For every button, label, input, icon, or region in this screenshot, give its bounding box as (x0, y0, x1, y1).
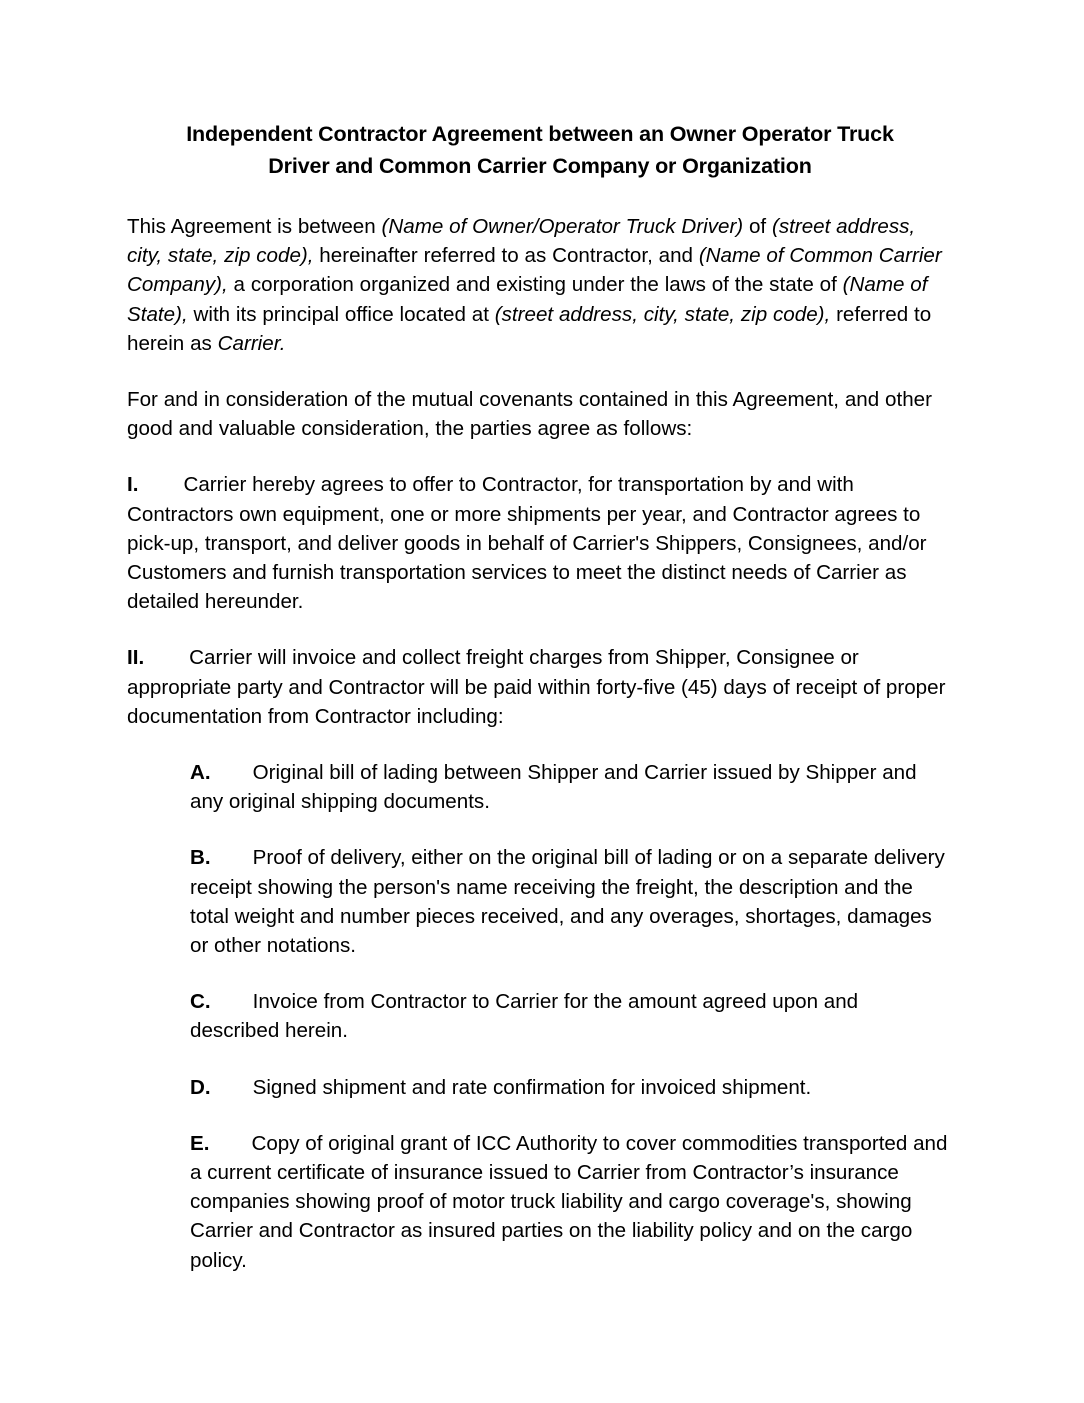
consideration-paragraph: For and in consideration of the mutual covenants contained in this Agreement, and other good and valuable consideration, the parties agree as follows: (127, 388, 932, 441)
subitem-a (127, 758, 953, 816)
page-title (127, 118, 953, 182)
subitem-e-text: Copy of original grant of ICC Authority to cover commodities transported and a current certificate of insurance issued to Carrier from Contractor’s insurance companies showing proof of motor truck liability and cargo coverage's, showing Carrier and Contractor as insured parties on the liability policy and on the cargo policy. (190, 1131, 948, 1272)
subitem-b-marker: B. (190, 846, 211, 870)
clause-ii (127, 643, 953, 731)
document-body (127, 118, 953, 1275)
placeholder-contractor-address: (street address, city, state, zip code), (127, 215, 916, 268)
subitem-c-text: Invoice from Contractor to Carrier for the amount agreed upon and described herein. (190, 990, 859, 1043)
intro-segment-6: referred to herein as (127, 302, 932, 355)
subitem-a-marker: A. (190, 761, 211, 785)
subitem-e (127, 1129, 953, 1275)
intro-segment-5: with its principal office located at (187, 302, 495, 326)
clause-ii-marker: II. (127, 646, 145, 670)
subitem-c (127, 987, 953, 1045)
clause-ii-text: Carrier will invoice and collect freight charges from Shipper, Consignee or appropriate party and Contractor will be paid within forty-five (45) days of receipt of proper documentation from Contractor including: (127, 646, 946, 728)
clause-i-marker: I. (127, 473, 139, 497)
intro-paragraph (127, 212, 953, 358)
intro-segment-2: of (743, 215, 772, 238)
intro-segment-4: a corporation organized and existing under the laws of the state of (227, 273, 843, 297)
clause-i (127, 470, 953, 616)
intro-segment-3: hereinafter referred to as Contractor, and (313, 244, 699, 268)
subitem-d-marker: D. (190, 1075, 211, 1099)
subitem-d-text: Signed shipment and rate confirmation for invoiced shipment. (252, 1075, 812, 1099)
page-title-line-1: Independent Contractor Agreement between an Owner Operator Truck (186, 122, 894, 146)
placeholder-carrier-company-name: (Name of Common Carrier Company), (127, 244, 942, 297)
placeholder-state-name: (Name of State), (127, 273, 928, 326)
subitem-b (127, 843, 953, 960)
placeholder-carrier-address: (street address, city, state, zip code), (494, 302, 831, 326)
clause-i-text: Carrier hereby agrees to offer to Contractor, for transportation by and with Contractors own equipment, one or more shipments per year, and Contractor agrees to pick-up, transport, and deliver goods in behalf of Carrier's Shippers, Consignees, and/or Customers and furnish transportation services to meet the distinct needs of Carrier as detailed hereunder. (127, 473, 927, 614)
defined-term-carrier: Carrier. (217, 331, 286, 355)
subitem-b-text: Proof of delivery, either on the original bill of lading or on a separate delivery receipt showing the person's name receiving the freight, the description and the total weight and number pieces received, and any overages, shortages, damages or other notations. (190, 846, 945, 958)
subitem-c-marker: C. (190, 990, 211, 1014)
subitem-e-marker: E. (190, 1131, 210, 1155)
placeholder-owner-operator-name: (Name of Owner/Operator Truck Driver) (381, 215, 744, 238)
page-title-line-2: Driver and Common Carrier Company or Organization (268, 154, 812, 178)
intro-segment-1: This Agreement is between (127, 215, 382, 238)
subitem-d (127, 1073, 953, 1102)
subitem-a-text: Original bill of lading between Shipper and Carrier issued by Shipper and any original shipping documents. (190, 761, 917, 814)
